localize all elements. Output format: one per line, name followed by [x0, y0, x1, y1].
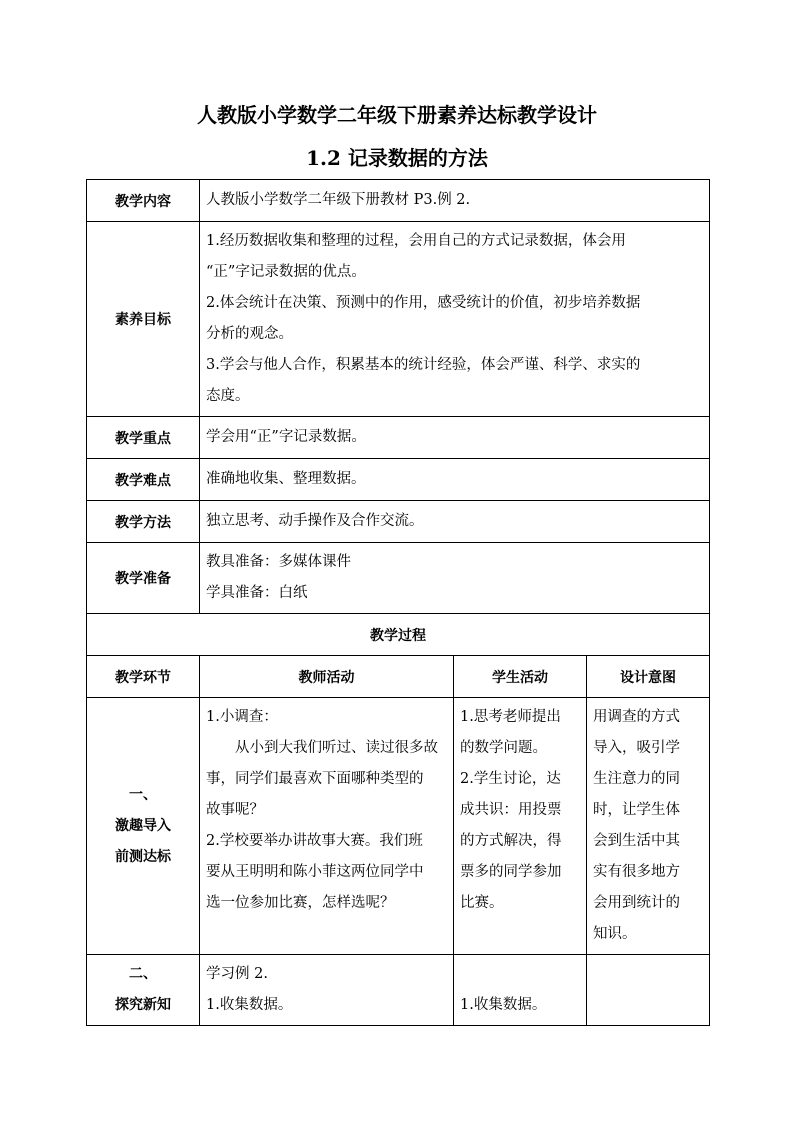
stage-2-teacher — [200, 955, 454, 1026]
column-header: 设计意图 — [587, 656, 710, 698]
student-line: 比赛。 — [460, 895, 504, 911]
student-line: 1.收集数据。 — [460, 997, 547, 1013]
intent-line: 生注意力的同 — [593, 771, 680, 787]
teacher-line: 故事呢？ — [206, 802, 264, 818]
stage-line: 二、 — [129, 966, 157, 982]
goal-line: 1.经历数据收集和整理的过程，会用自己的方式记录数据，体会用 — [206, 233, 626, 249]
student-line — [460, 959, 581, 990]
teacher-line: 1.收集数据。 — [206, 997, 293, 1013]
intent-line: 导入，吸引学 — [593, 740, 680, 756]
column-header: 教师活动 — [200, 656, 454, 698]
goal-line: 态度。 — [206, 388, 250, 404]
label-key-point: 教学重点 — [87, 417, 200, 459]
stage-1-intent — [587, 698, 710, 955]
student-line: 的数学问题。 — [460, 740, 547, 756]
intent-line: 时，让学生体 — [593, 802, 680, 818]
row-preparation — [87, 543, 710, 614]
stage-line: 激趣导入 — [115, 817, 171, 834]
student-line: 1.思考老师提出 — [460, 709, 561, 725]
teacher-line: 从小到大我们听过、读过很多故 — [235, 740, 438, 756]
column-header: 学生活动 — [454, 656, 587, 698]
lesson-plan-table — [86, 179, 710, 1026]
row-process-title — [87, 614, 710, 656]
stage-1-student — [454, 698, 587, 955]
value-method: 独立思考、动手操作及合作交流。 — [200, 501, 710, 543]
teacher-line: 2.学校要举办讲故事大赛。我们班 — [206, 833, 423, 849]
stage-2-student — [454, 955, 587, 1026]
stage-line: 一、 — [129, 786, 157, 803]
row-stage-1 — [87, 698, 710, 955]
value-difficulty: 准确地收集、整理数据。 — [200, 459, 710, 501]
goal-line: 3.学会与他人合作，积累基本的统计经验，体会严谨、科学、求实的 — [206, 357, 641, 373]
student-line: 2.学生讨论，达 — [460, 771, 561, 787]
row-process-header — [87, 656, 710, 698]
stage-line: 前测达标 — [115, 848, 171, 865]
document-title: 人教版小学数学二年级下册素养达标教学设计 — [197, 103, 597, 127]
label-difficulty: 教学难点 — [87, 459, 200, 501]
row-method — [87, 501, 710, 543]
goal-line: 分析的观念。 — [206, 326, 293, 342]
label-content: 教学内容 — [87, 180, 200, 222]
stage-1-label — [87, 698, 200, 955]
intent-line: 实有很多地方 — [593, 864, 680, 880]
label-goals: 素养目标 — [87, 222, 200, 417]
lesson-subtitle: 1.2 记录数据的方法 — [306, 146, 488, 170]
stage-2-intent — [587, 955, 710, 1026]
row-content — [87, 180, 710, 222]
teacher-line: 选一位参加比赛，怎样选呢？ — [206, 895, 395, 911]
goal-line: 2.体会统计在决策、预测中的作用，感受统计的价值，初步培养数据 — [206, 295, 641, 311]
process-title: 教学过程 — [87, 614, 710, 656]
intent-line: 知识。 — [593, 926, 637, 942]
teacher-line: 事，同学们最喜欢下面哪种类型的 — [206, 771, 424, 787]
label-preparation: 教学准备 — [87, 543, 200, 614]
teacher-line: 1.小调查： — [206, 709, 278, 725]
stage-line: 探究新知 — [115, 997, 171, 1013]
row-key-point — [87, 417, 710, 459]
goal-line: “正”字记录数据的优点。 — [206, 264, 366, 280]
student-line: 票多的同学参加 — [460, 864, 562, 880]
intent-line: 会到生活中其 — [593, 833, 680, 849]
stage-1-teacher — [200, 698, 454, 955]
value-key-point: 学会用“正”字记录数据。 — [200, 417, 710, 459]
value-goals — [200, 222, 710, 417]
intent-line: 用调查的方式 — [593, 709, 680, 725]
prep-line: 学具准备：白纸 — [206, 585, 308, 601]
row-goals — [87, 222, 710, 417]
label-method: 教学方法 — [87, 501, 200, 543]
row-stage-2 — [87, 955, 710, 1026]
teacher-line: 学习例 2. — [206, 966, 268, 982]
prep-line: 教具准备：多媒体课件 — [206, 554, 351, 570]
column-header: 教学环节 — [87, 656, 200, 698]
teacher-line: 要从王明明和陈小菲这两位同学中 — [206, 864, 424, 880]
row-difficulty — [87, 459, 710, 501]
value-content: 人教版小学数学二年级下册教材 P3.例 2. — [200, 180, 710, 222]
student-line: 成共识：用投票 — [460, 802, 562, 818]
value-preparation — [200, 543, 710, 614]
intent-line: 会用到统计的 — [593, 895, 680, 911]
stage-2-label — [87, 955, 200, 1026]
student-line: 的方式解决，得 — [460, 833, 562, 849]
